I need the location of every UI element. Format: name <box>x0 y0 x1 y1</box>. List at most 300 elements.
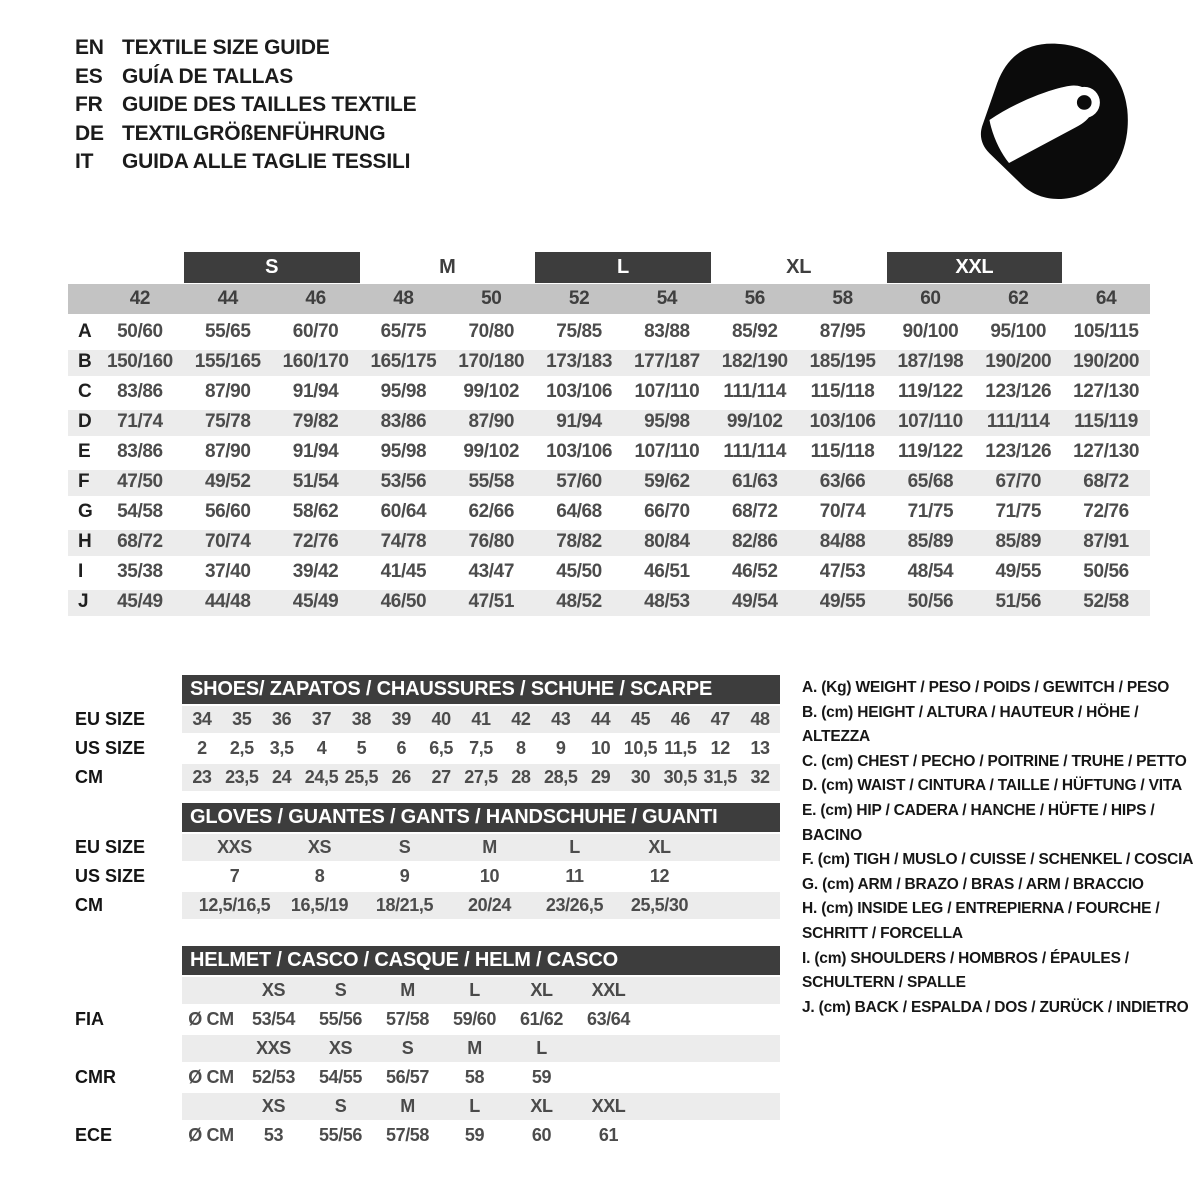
shoes-row-label-us-size: US SIZE <box>75 738 146 758</box>
textile-row-b <box>68 347 1150 377</box>
helmet-size-header-cmr <box>182 1035 780 1062</box>
numeric-size-row <box>68 284 1150 314</box>
helmet-standard-label-cmr: CMR <box>75 1067 116 1087</box>
shoes-value: 6 <box>396 738 407 758</box>
size-value: 87/90 <box>468 411 515 432</box>
helmet-value: 63/64 <box>586 1009 631 1029</box>
size-value: 50/60 <box>117 321 163 342</box>
numeric-size-62: 62 <box>1008 288 1029 309</box>
row-label-e: E <box>78 441 91 462</box>
shoes-value: 26 <box>391 767 411 787</box>
shoes-value: 30 <box>630 767 651 787</box>
size-value: 61/63 <box>731 471 778 492</box>
size-value: 91/94 <box>292 381 339 402</box>
shoes-value: 31,5 <box>703 767 737 787</box>
row-label-c: C <box>78 381 92 402</box>
helmet-value: 59 <box>464 1125 485 1145</box>
size-value: 82/86 <box>731 531 778 552</box>
size-value: 187/198 <box>897 351 964 372</box>
size-value: 84/88 <box>819 531 866 552</box>
row-label-spacer <box>68 284 96 314</box>
size-value: 70/74 <box>204 531 251 552</box>
size-value: 65/75 <box>380 321 427 342</box>
size-value: 95/98 <box>644 411 690 432</box>
size-value: 95/98 <box>380 381 427 402</box>
shoes-value: 5 <box>356 738 367 758</box>
size-value: 39/42 <box>292 561 339 582</box>
helmet-size-label: XS <box>261 1096 286 1116</box>
size-value: 150/160 <box>106 351 173 372</box>
language-code-de: DE <box>75 121 104 145</box>
shoes-value: 44 <box>590 709 611 729</box>
numeric-size-42: 42 <box>129 288 151 309</box>
size-value: 87/91 <box>1083 531 1129 552</box>
size-value: 48/52 <box>556 591 602 612</box>
size-value: 76/80 <box>468 531 515 552</box>
helmet-size-header-fia <box>182 977 780 1004</box>
shoes-row-eu-size <box>182 706 780 733</box>
legend-item-d: D. (cm) WAIST / CINTURA / TAILLE / HÜFTUNG / VITA <box>802 777 1182 795</box>
size-group-xxl: XXL <box>887 252 1063 283</box>
row-label-b: B <box>78 351 92 372</box>
size-value: 70/74 <box>819 501 866 522</box>
gloves-row-label-us-size: US SIZE <box>75 866 146 886</box>
shoes-row-label-eu-size: EU SIZE <box>75 709 146 729</box>
gloves-row-cm <box>182 892 780 919</box>
shoes-value: 40 <box>431 709 451 729</box>
size-value: 115/118 <box>810 381 875 402</box>
size-value: 95/98 <box>380 441 427 462</box>
size-value: 103/106 <box>809 411 876 432</box>
gloves-table-title: GLOVES / GUANTES / GANTS / HANDSCHUHE / GUANTI <box>182 803 780 832</box>
legend-item-f: F. (cm) TIGH / MUSLO / CUISSE / SCHENKEL / COSCIA <box>802 851 1194 869</box>
size-value: 87/90 <box>204 381 251 402</box>
helmet-size-label: L <box>469 980 480 1000</box>
helmet-value: 53/54 <box>251 1009 296 1029</box>
legend-item-j: J. (cm) BACK / ESPALDA / DOS / ZURÜCK / INDIETRO <box>802 998 1189 1016</box>
size-value: 170/180 <box>458 351 525 372</box>
size-value: 91/94 <box>556 411 602 432</box>
gloves-value: 10 <box>479 866 500 886</box>
gloves-row-eu-size <box>182 834 780 861</box>
numeric-size-50: 50 <box>481 288 502 309</box>
size-value: 71/74 <box>117 411 163 432</box>
size-value: 87/95 <box>819 321 866 342</box>
legend-item-a: A. (Kg) WEIGHT / PESO / POIDS / GEWITCH / PESO <box>802 679 1170 696</box>
shoes-value: 4 <box>316 738 327 758</box>
size-value: 55/58 <box>468 471 515 492</box>
size-value: 71/75 <box>907 501 954 522</box>
size-value: 95/100 <box>990 321 1047 342</box>
size-value: 72/76 <box>1083 501 1129 522</box>
helmet-value: 57/58 <box>385 1009 430 1029</box>
size-value: 123/126 <box>985 441 1052 462</box>
numeric-size-44: 44 <box>217 288 238 309</box>
shoes-value: 27,5 <box>464 767 498 787</box>
shoes-table-title: SHOES/ ZAPATOS / CHAUSSURES / SCHUHE / SCARPE <box>182 675 780 704</box>
size-value: 60/64 <box>380 501 427 522</box>
textile-row-h <box>68 527 1150 557</box>
language-row <box>75 91 416 120</box>
size-value: 185/195 <box>809 351 876 372</box>
language-row <box>75 148 416 177</box>
language-code-it: IT <box>75 150 94 173</box>
legend-item-c: C. (cm) CHEST / PECHO / POITRINE / TRUHE / PETTO <box>802 752 1187 770</box>
size-value: 68/72 <box>117 531 163 552</box>
size-value: 90/100 <box>902 321 959 342</box>
spacer <box>75 675 182 704</box>
page-title-es: GUÍA DE TALLAS <box>122 64 294 88</box>
size-value: 103/106 <box>546 381 613 402</box>
size-group-l: L <box>535 252 711 283</box>
size-value: 68/72 <box>1083 471 1129 492</box>
helmet-size-label: M <box>400 980 415 1000</box>
gloves-value: XXS <box>217 837 252 857</box>
size-value: 49/52 <box>204 471 251 492</box>
helmet-size-label: M <box>467 1038 482 1058</box>
size-value: 83/88 <box>644 321 690 342</box>
gloves-value: 11 <box>565 866 584 886</box>
shoes-value: 23,5 <box>225 767 259 787</box>
legend-item-i: I. (cm) SHOULDERS / HOMBROS / ÉPAULES / SCHULTERN / SPALLE <box>802 949 1129 992</box>
shoes-value: 45 <box>630 709 651 729</box>
shoes-value: 27 <box>431 767 451 787</box>
size-value: 107/110 <box>634 441 700 462</box>
size-value: 58/62 <box>292 501 339 522</box>
helmet-size-label: M <box>400 1096 415 1116</box>
size-value: 57/60 <box>556 471 602 492</box>
row-label-a: A <box>78 321 92 342</box>
row-label-j: J <box>78 591 89 612</box>
helmet-value: 54/55 <box>318 1067 363 1087</box>
helmet-size-label: XXS <box>256 1038 291 1058</box>
size-value: 67/70 <box>995 471 1042 492</box>
size-value: 107/110 <box>897 411 963 432</box>
helmet-size-label: S <box>401 1038 414 1058</box>
page-title-fr: GUIDE DES TAILLES TEXTILE <box>122 93 417 116</box>
spacer <box>75 1035 182 1062</box>
size-value: 123/126 <box>985 381 1052 402</box>
page-title-de: TEXTILGRÖßENFÜHRUNG <box>122 121 386 145</box>
size-value: 160/170 <box>282 351 349 372</box>
textile-row-d <box>68 407 1150 437</box>
shoes-value: 13 <box>750 738 770 758</box>
textile-size-table <box>68 252 1150 617</box>
size-value: 65/68 <box>907 471 954 492</box>
shoes-value: 23 <box>192 767 212 787</box>
size-value: 35/38 <box>117 561 163 582</box>
helmet-table-title: HELMET / CASCO / CASQUE / HELM / CASCO <box>182 946 780 975</box>
shoes-value: 24 <box>272 767 292 787</box>
size-value: 83/86 <box>117 381 163 402</box>
size-value: 85/92 <box>731 321 778 342</box>
size-value: 46/50 <box>380 591 427 612</box>
size-value: 85/89 <box>907 531 954 552</box>
language-code-es: ES <box>75 64 103 88</box>
size-value: 45/50 <box>556 561 602 582</box>
helmet-value: 57/58 <box>385 1125 430 1145</box>
shoes-value: 25,5 <box>344 767 379 787</box>
shoes-value: 42 <box>511 709 531 729</box>
legend-item-b: B. (cm) HEIGHT / ALTURA / HAUTEUR / HÖHE / ALTEZZA <box>802 703 1139 746</box>
gloves-value: M <box>482 837 497 857</box>
gloves-value: 12 <box>649 866 670 886</box>
helmet-row-cmr <box>182 1064 780 1091</box>
language-code-fr: FR <box>75 93 103 116</box>
size-value: 68/72 <box>731 501 778 522</box>
textile-row-g <box>68 497 1150 527</box>
shoes-value: 41 <box>471 709 491 729</box>
helmet-row-fia <box>182 1006 780 1033</box>
gloves-row-us-size <box>182 863 780 890</box>
size-value: 155/165 <box>194 351 261 372</box>
shoes-value: 48 <box>750 709 770 729</box>
spacer <box>75 946 182 975</box>
size-value: 75/78 <box>204 411 251 432</box>
size-value: 70/80 <box>468 321 515 342</box>
size-value: 87/90 <box>204 441 251 462</box>
gloves-value: 16,5/19 <box>290 895 349 915</box>
helmet-unit-label: Ø CM <box>188 1125 234 1145</box>
textile-row-j <box>68 587 1150 617</box>
helmet-unit-label: Ø CM <box>188 1067 234 1087</box>
shoes-value: 2,5 <box>229 738 254 758</box>
shoes-value: 39 <box>391 709 411 729</box>
numeric-size-52: 52 <box>568 288 590 309</box>
shoes-value: 34 <box>192 709 212 729</box>
size-value: 165/175 <box>370 351 437 372</box>
shoes-value: 28 <box>511 767 531 787</box>
size-value: 127/130 <box>1073 441 1140 462</box>
size-value: 49/54 <box>731 591 778 612</box>
racing-helmet-graphic <box>966 36 1138 208</box>
size-value: 56/60 <box>204 501 251 522</box>
size-value: 51/56 <box>995 591 1042 612</box>
size-value: 47/51 <box>468 591 515 612</box>
numeric-size-46: 46 <box>305 288 326 309</box>
row-label-d: D <box>78 411 92 432</box>
gloves-value: 8 <box>314 866 325 886</box>
shoes-value: 35 <box>232 709 252 729</box>
racing-helmet-icon <box>966 36 1138 213</box>
helmet-size-header-ece <box>182 1093 780 1120</box>
numeric-size-64: 64 <box>1095 288 1117 309</box>
size-value: 45/49 <box>117 591 163 612</box>
gloves-value: 7 <box>229 866 240 886</box>
gloves-value: 20/24 <box>467 895 512 915</box>
helmet-value: 55/56 <box>318 1125 363 1145</box>
helmet-standard-label-ece: ECE <box>75 1125 113 1145</box>
size-value: 85/89 <box>995 531 1042 552</box>
size-value: 107/110 <box>634 381 700 402</box>
size-value: 59/62 <box>644 471 690 492</box>
spacer <box>75 1093 182 1120</box>
size-value: 103/106 <box>546 441 613 462</box>
size-value: 48/54 <box>907 561 954 582</box>
numeric-size-54: 54 <box>656 288 678 309</box>
language-title-list <box>75 34 416 177</box>
shoes-value: 3,5 <box>269 738 294 758</box>
shoes-value: 9 <box>555 738 566 758</box>
page-title-it: GUIDA ALLE TAGLIE TESSILI <box>122 150 411 173</box>
shoes-row-us-size <box>182 735 780 762</box>
gloves-value: 18/21,5 <box>375 895 434 915</box>
size-value: 47/50 <box>117 471 163 492</box>
helmet-unit-label: Ø CM <box>188 1009 234 1029</box>
textile-row-f <box>68 467 1150 497</box>
size-value: 37/40 <box>204 561 251 582</box>
size-value: 119/122 <box>897 441 963 462</box>
helmet-value: 56/57 <box>385 1067 430 1087</box>
row-label-f: F <box>78 471 90 492</box>
shoes-row-cm <box>182 764 780 791</box>
size-value: 46/52 <box>731 561 778 582</box>
shoes-value: 8 <box>516 738 526 758</box>
helmet-size-label: XXL <box>591 1096 626 1116</box>
shoes-value: 6,5 <box>429 738 454 758</box>
helmet-size-label: XS <box>328 1038 353 1058</box>
helmet-table <box>75 946 780 1149</box>
shoes-table <box>75 675 780 791</box>
size-value: 75/85 <box>556 321 602 342</box>
size-value: 99/102 <box>463 381 520 402</box>
gloves-value: XS <box>307 837 332 857</box>
size-value: 80/84 <box>644 531 690 552</box>
size-value: 46/51 <box>644 561 690 582</box>
size-value: 64/68 <box>556 501 602 522</box>
size-value: 49/55 <box>819 591 866 612</box>
size-value: 115/118 <box>810 441 875 462</box>
size-value: 44/48 <box>204 591 251 612</box>
helmet-value: 61/62 <box>519 1009 564 1029</box>
gloves-value: 25,5/30 <box>630 895 689 915</box>
row-label-g: G <box>78 501 93 522</box>
size-value: 91/94 <box>292 441 339 462</box>
legend-item-e: E. (cm) HIP / CADERA / HANCHE / HÜFTE / HIPS / BACINO <box>802 801 1155 844</box>
textile-table-body <box>68 317 1150 617</box>
helmet-size-label: S <box>334 980 347 1000</box>
helmet-value: 58 <box>464 1067 485 1087</box>
gloves-value: S <box>398 837 411 857</box>
legend-item-g: G. (cm) ARM / BRAZO / BRAS / ARM / BRACCIO <box>802 875 1144 893</box>
size-value: 74/78 <box>380 531 427 552</box>
size-group-m: M <box>439 256 456 278</box>
helmet-value: 59 <box>531 1067 552 1087</box>
numeric-size-48: 48 <box>393 288 414 309</box>
size-value: 182/190 <box>721 351 788 372</box>
shoes-value: 38 <box>351 709 371 729</box>
size-value: 62/66 <box>468 501 515 522</box>
language-code-en: EN <box>75 36 104 59</box>
size-group-s: S <box>184 252 360 283</box>
shoes-value: 2 <box>197 738 207 758</box>
size-value: 45/49 <box>292 591 339 612</box>
size-value: 115/119 <box>1074 411 1138 432</box>
helmet-value: 60 <box>531 1125 552 1145</box>
numeric-size-58: 58 <box>832 288 853 309</box>
size-value: 72/76 <box>292 531 339 552</box>
size-value: 111/114 <box>986 411 1050 432</box>
shoes-value: 10 <box>590 738 611 758</box>
size-value: 111/114 <box>723 381 787 402</box>
size-group-row <box>68 252 1150 283</box>
shoes-value: 12 <box>710 738 730 758</box>
helmet-value: 52/53 <box>251 1067 296 1087</box>
size-value: 60/70 <box>292 321 339 342</box>
size-value: 119/122 <box>897 381 963 402</box>
size-value: 190/200 <box>985 351 1052 372</box>
numeric-size-56: 56 <box>744 288 765 309</box>
size-value: 78/82 <box>556 531 602 552</box>
size-value: 50/56 <box>907 591 954 612</box>
helmet-size-label: S <box>334 1096 347 1116</box>
shoes-value: 43 <box>551 709 571 729</box>
shoes-value: 24,5 <box>304 767 339 787</box>
textile-row-e <box>68 437 1150 467</box>
size-value: 43/47 <box>468 561 515 582</box>
helmet-size-label: XL <box>530 1096 553 1116</box>
shoes-value: 30,5 <box>663 767 698 787</box>
shoes-value: 37 <box>311 709 332 729</box>
gloves-value: L <box>569 837 580 857</box>
gloves-value: 9 <box>399 866 410 886</box>
size-value: 173/183 <box>546 351 613 372</box>
helmet-standard-label-fia: FIA <box>75 1009 104 1029</box>
helmet-row-ece <box>182 1122 780 1149</box>
numeric-size-60: 60 <box>920 288 941 309</box>
gloves-table <box>75 803 780 919</box>
shoes-row-label-cm: CM <box>75 767 103 787</box>
size-value: 105/115 <box>1073 321 1139 342</box>
size-value: 83/86 <box>380 411 427 432</box>
measurement-legend <box>802 676 1194 1020</box>
language-row <box>75 120 416 149</box>
gloves-row-label-cm: CM <box>75 895 103 915</box>
size-value: 53/56 <box>380 471 427 492</box>
helmet-size-label: L <box>469 1096 480 1116</box>
helmet-size-label: L <box>536 1038 547 1058</box>
shoes-value: 46 <box>670 709 690 729</box>
shoes-value: 7,5 <box>469 738 493 758</box>
legend-item-h: H. (cm) INSIDE LEG / ENTREPIERNA / FOURCHE / SCHRITT / FORCELLA <box>802 900 1160 942</box>
size-group-xl: XL <box>786 256 812 278</box>
gloves-row-label-eu-size: EU SIZE <box>75 837 146 857</box>
helmet-size-label: XXL <box>591 980 626 1000</box>
size-value: 99/102 <box>463 441 520 462</box>
size-value: 51/54 <box>292 471 339 492</box>
shoes-value: 29 <box>590 767 611 787</box>
size-value: 47/53 <box>819 561 866 582</box>
shoes-value: 11,5 <box>664 738 697 758</box>
size-value: 41/45 <box>380 561 427 582</box>
textile-row-c <box>68 377 1150 407</box>
helmet-value: 59/60 <box>452 1009 497 1029</box>
row-label-h: H <box>78 531 92 552</box>
row-label-i: I <box>78 561 83 582</box>
shoes-value: 32 <box>750 767 770 787</box>
textile-row-i <box>68 557 1150 587</box>
size-value: 55/65 <box>204 321 251 342</box>
spacer <box>75 803 182 832</box>
helmet-size-label: XL <box>530 980 553 1000</box>
size-value: 177/187 <box>633 351 700 372</box>
shoes-value: 36 <box>272 709 292 729</box>
size-value: 71/75 <box>995 501 1042 522</box>
textile-row-a <box>68 317 1150 347</box>
size-value: 50/56 <box>1083 561 1129 582</box>
shoes-value: 47 <box>710 709 730 729</box>
shoes-value: 10,5 <box>623 738 658 758</box>
